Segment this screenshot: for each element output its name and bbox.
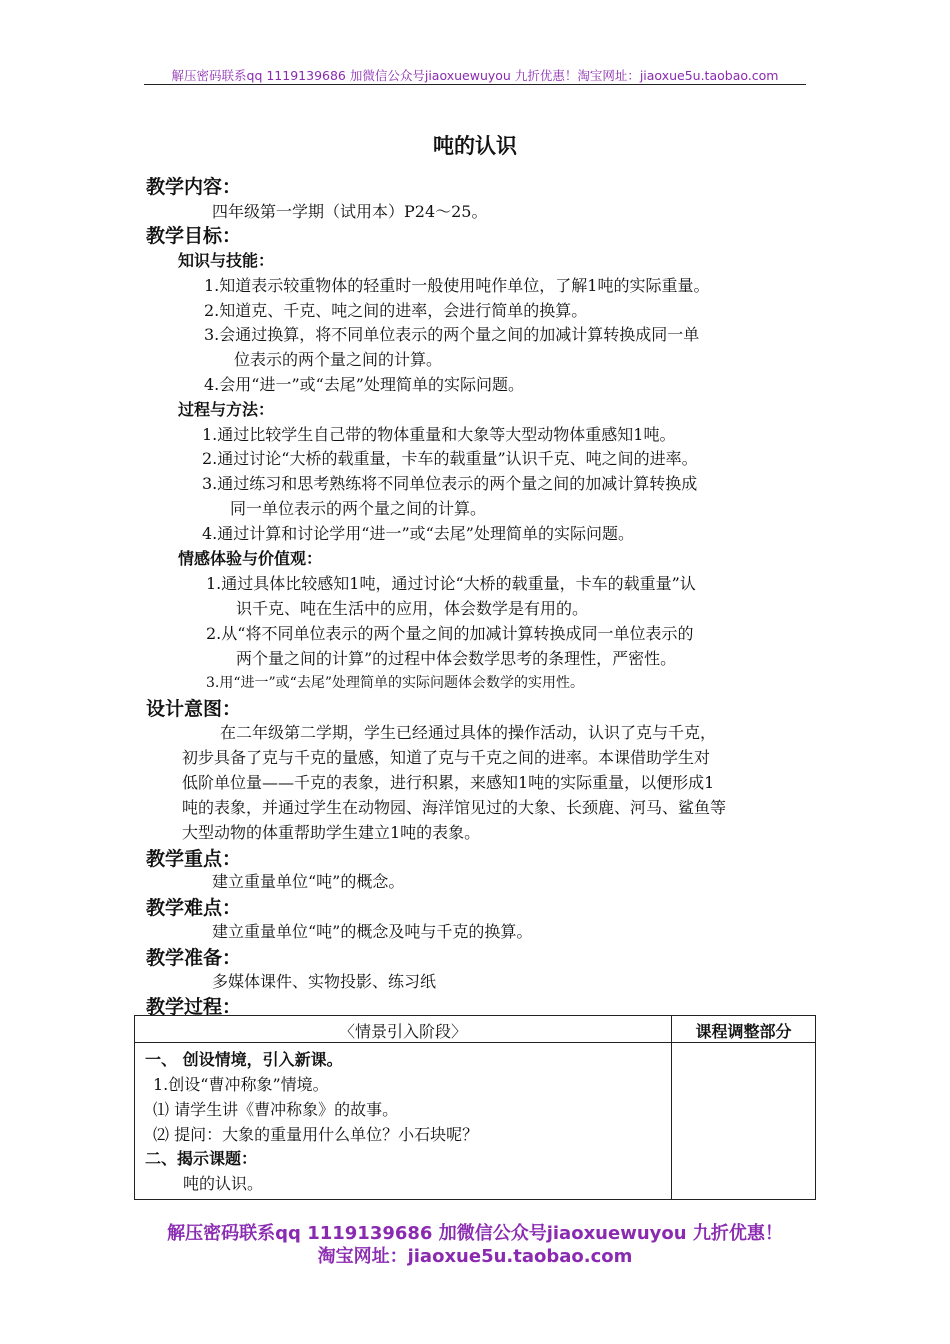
emotion-item-cont: 两个量之间的计算”的过程中体会数学思考的条理性，严密性。: [236, 649, 677, 668]
process-heading: 过程与方法：: [178, 400, 275, 419]
difficulty-text: 建立重量单位“吨”的概念及吨与千克的换算。: [212, 922, 533, 941]
emotion-item: 1.通过具体比较感知1吨，通过讨论“大桥的载重量，卡车的载重量”认: [206, 574, 696, 593]
preparation-heading: 教学准备：: [146, 947, 242, 969]
process-item: 2.通过讨论“大桥的载重量，卡车的载重量”认识千克、吨之间的进率。: [202, 449, 698, 468]
content-heading: 教学内容：: [146, 176, 242, 198]
knowledge-heading: 知识与技能：: [178, 251, 275, 270]
table-header-stage: 〈情景引入阶段〉: [338, 1022, 467, 1041]
preparation-text: 多媒体课件、实物投影、练习纸: [212, 972, 437, 991]
emotion-heading: 情感体验与价值观：: [178, 549, 323, 568]
table-column-divider: [671, 1016, 672, 1199]
emotion-item-cont: 识千克、吨在生活中的应用，体会数学是有用的。: [236, 599, 589, 618]
process-item: 1.通过比较学生自己带的物体重量和大象等大型动物体重感知1吨。: [202, 425, 676, 444]
design-line: 在二年级第二学期，学生已经通过具体的操作活动，认识了克与千克，: [220, 723, 717, 742]
emotion-item: 2.从“将不同单位表示的两个量之间的加减计算转换成同一单位表示的: [206, 624, 694, 643]
footer-watermark-line2: 淘宝网址：jiaoxue5u.taobao.com: [317, 1246, 633, 1267]
content-text: 四年级第一学期（试用本）P24～25。: [212, 202, 488, 221]
procedure-heading: 教学过程：: [146, 996, 242, 1018]
table-row: 吨的认识。: [183, 1174, 264, 1193]
knowledge-item: 4.会用“进一”或“去尾”处理简单的实际问题。: [204, 375, 524, 394]
procedure-table: [134, 1015, 816, 1200]
knowledge-item: 1.知道表示较重物体的轻重时一般使用吨作单位，了解1吨的实际重量。: [204, 276, 710, 295]
difficulty-heading: 教学难点：: [146, 897, 242, 919]
table-row: 二、揭示课题：: [145, 1149, 258, 1168]
process-item: 4.通过计算和讨论学用“进一”或“去尾”处理简单的实际问题。: [202, 524, 634, 543]
process-item-cont: 同一单位表示的两个量之间的计算。: [230, 499, 487, 518]
knowledge-item-cont: 位表示的两个量之间的计算。: [234, 350, 443, 369]
design-line: 初步具备了克与千克的量感，知道了克与千克之间的进率。本课借助学生对: [182, 748, 711, 767]
key-point-text: 建立重量单位“吨”的概念。: [212, 872, 405, 891]
table-row: ⑵ 提问：大象的重量用什么单位？小石块呢？: [153, 1125, 479, 1144]
table-header-adjust: 课程调整部分: [695, 1022, 792, 1041]
header-banner: 解压密码联系qq 1119139686 加微信公众号jiaoxuewuyou 九折优惠！淘宝网址：jiaoxue5u.taobao.com: [171, 68, 779, 83]
table-header-divider: [135, 1042, 815, 1043]
page-title: 吨的认识: [433, 134, 517, 158]
design-line: 低阶单位量——千克的表象，进行积累，来感知1吨的实际重量，以便形成1: [182, 773, 715, 792]
header-divider: [144, 84, 806, 85]
knowledge-item: 3.会通过换算，将不同单位表示的两个量之间的加减计算转换成同一单: [204, 325, 700, 344]
design-heading: 设计意图：: [146, 698, 242, 720]
table-row: ⑴ 请学生讲《曹冲称象》的故事。: [153, 1100, 399, 1119]
process-item: 3.通过练习和思考熟练将不同单位表示的两个量之间的加减计算转换成: [202, 474, 698, 493]
key-point-heading: 教学重点：: [146, 848, 242, 870]
goals-heading: 教学目标：: [146, 225, 242, 247]
knowledge-item: 2.知道克、千克、吨之间的进率，会进行简单的换算。: [204, 301, 588, 320]
table-row: 1.创设“曹冲称象”情境。: [153, 1075, 329, 1094]
table-row: 一、 创设情境，引入新课。: [145, 1050, 343, 1069]
design-line: 大型动物的体重帮助学生建立1吨的表象。: [182, 823, 481, 842]
design-line: 吨的表象，并通过学生在动物园、海洋馆见过的大象、长颈鹿、河马、鲨鱼等: [182, 798, 727, 817]
footer-watermark-line1: 解压密码联系qq 1119139686 加微信公众号jiaoxuewuyou 九折优惠！: [167, 1223, 783, 1244]
emotion-item: 3.用“进一”或“去尾”处理简单的实际问题体会数学的实用性。: [206, 675, 584, 691]
